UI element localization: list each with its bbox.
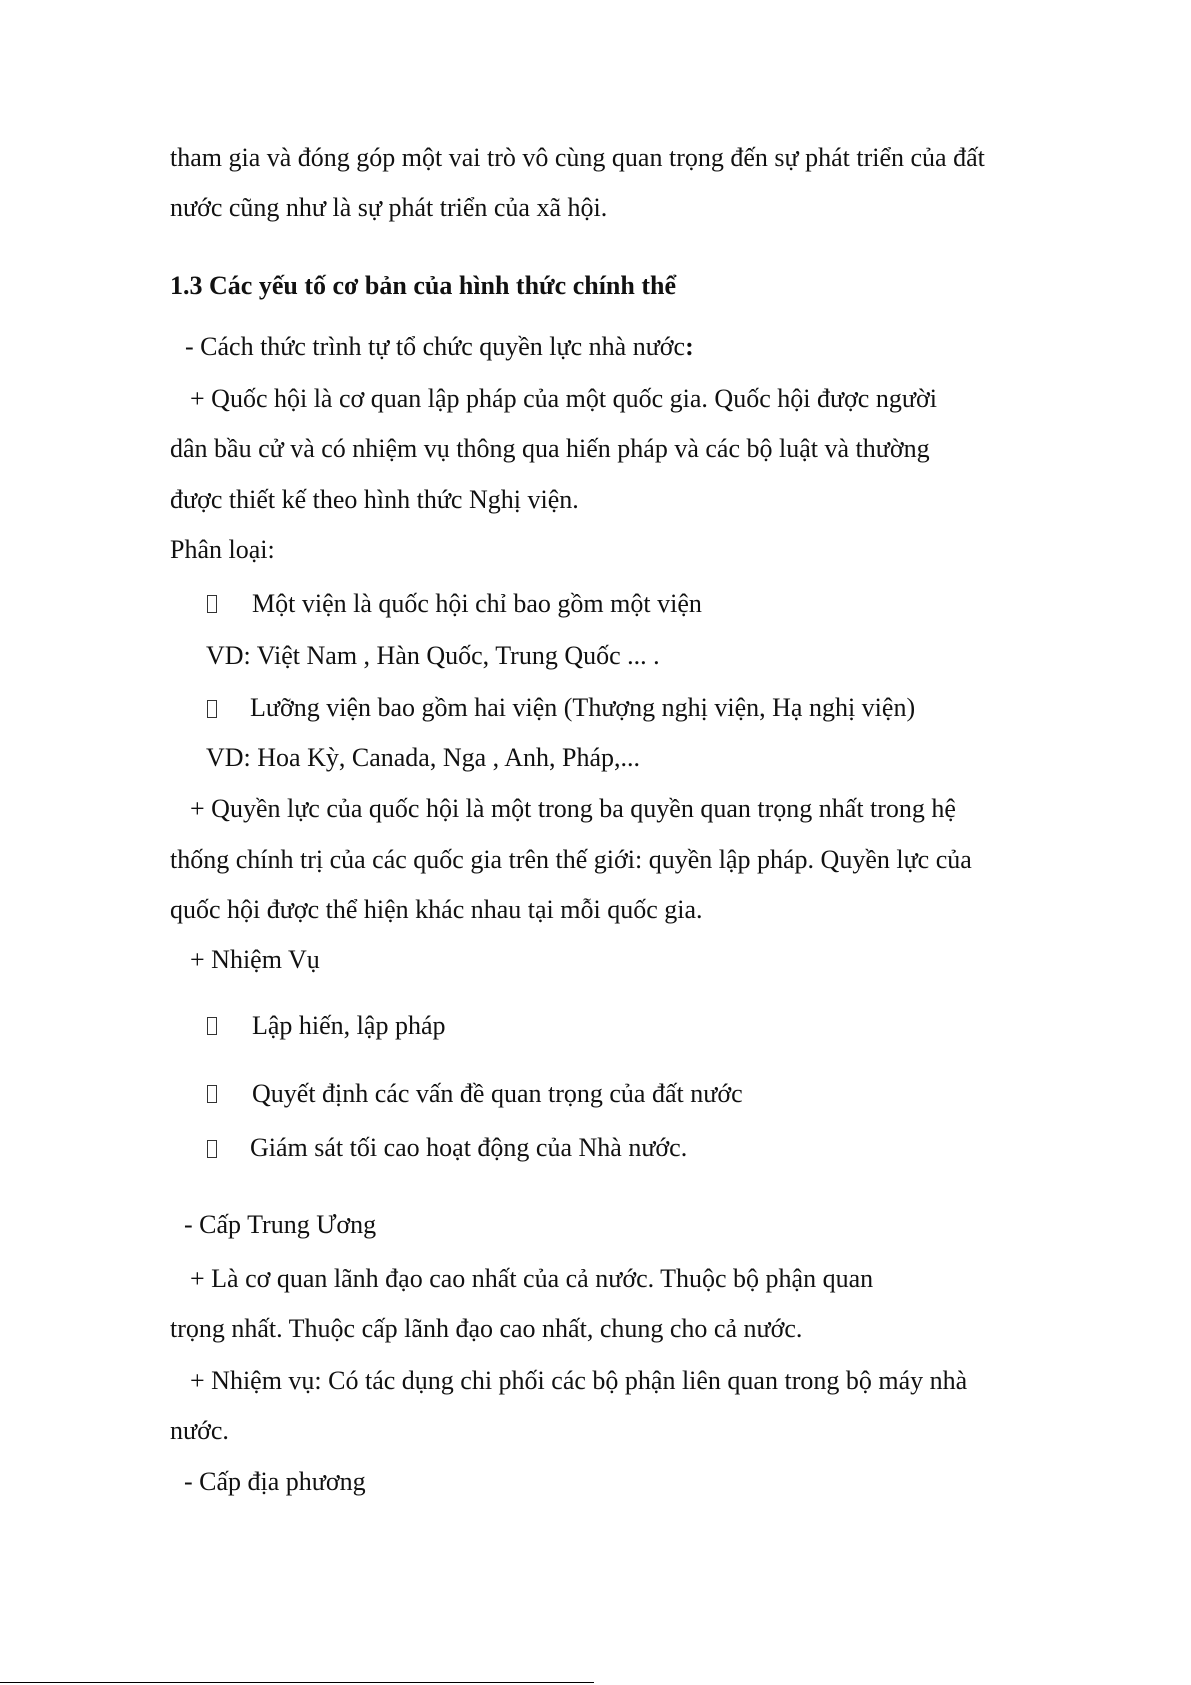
- power-paragraph-line-3: quốc hội được thể hiện khác nhau tại mỗi quốc gia.: [170, 895, 703, 924]
- bicameral-item: Lưỡng viện bao gồm hai viện (Thượng nghị viện, Hạ nghị viện): [250, 693, 916, 722]
- duty-item: Lập hiến, lập pháp: [252, 1011, 446, 1040]
- duties-label: + Nhiệm Vụ: [190, 945, 320, 974]
- congress-paragraph-line-1: + Quốc hội là cơ quan lập pháp của một quốc gia. Quốc hội được người: [190, 384, 937, 413]
- organization-title-colon: :: [685, 332, 694, 361]
- central-paragraph-line-2: trọng nhất. Thuộc cấp lãnh đạo cao nhất, chung cho cả nước.: [170, 1314, 803, 1343]
- congress-paragraph-line-3: được thiết kế theo hình thức Nghị viện.: [170, 485, 579, 514]
- bullet-icon: [207, 595, 217, 613]
- congress-paragraph-line-2: dân bầu cử và có nhiệm vụ thông qua hiến pháp và các bộ luật và thường: [170, 434, 930, 463]
- central-paragraph-line-1: + Là cơ quan lãnh đạo cao nhất của cả nước. Thuộc bộ phận quan: [190, 1264, 874, 1293]
- classification-label: Phân loại:: [170, 535, 275, 564]
- intro-line-1: tham gia và đóng góp một vai trò vô cùng quan trọng đến sự phát triển của đất: [170, 143, 985, 172]
- bicameral-example: VD: Hoa Kỳ, Canada, Nga , Anh, Pháp,...: [206, 743, 640, 772]
- bullet-icon: [207, 1140, 217, 1158]
- central-paragraph-line-4: nước.: [170, 1416, 229, 1445]
- unicameral-example: VD: Việt Nam , Hàn Quốc, Trung Quốc ... .: [206, 641, 660, 670]
- organization-title: [185, 331, 694, 363]
- duty-item: Giám sát tối cao hoạt động của Nhà nước.: [250, 1133, 688, 1162]
- bullet-icon: [207, 1017, 217, 1035]
- unicameral-item: Một viện là quốc hội chỉ bao gồm một viện: [252, 589, 702, 618]
- power-paragraph-line-2: thống chính trị của các quốc gia trên thế giới: quyền lập pháp. Quyền lực của: [170, 845, 972, 874]
- power-paragraph-line-1: + Quyền lực của quốc hội là một trong ba quyền quan trọng nhất trong hệ: [190, 794, 956, 823]
- intro-line-2: nước cũng như là sự phát triển của xã hội.: [170, 193, 608, 222]
- bullet-icon: [207, 1085, 217, 1103]
- bullet-icon: [207, 700, 217, 718]
- central-level-title: - Cấp Trung Ương: [184, 1210, 377, 1239]
- organization-title-text: - Cách thức trình tự tổ chức quyền lực nhà nước: [185, 332, 686, 361]
- central-paragraph-line-3: + Nhiệm vụ: Có tác dụng chi phối các bộ phận liên quan trong bộ máy nhà: [190, 1366, 968, 1395]
- duty-item: Quyết định các vấn đề quan trọng của đất nước: [252, 1079, 743, 1108]
- local-level-title: - Cấp địa phương: [184, 1467, 366, 1496]
- page-bottom-rule: [0, 1682, 594, 1683]
- section-heading: 1.3 Các yếu tố cơ bản của hình thức chính thể: [170, 271, 676, 300]
